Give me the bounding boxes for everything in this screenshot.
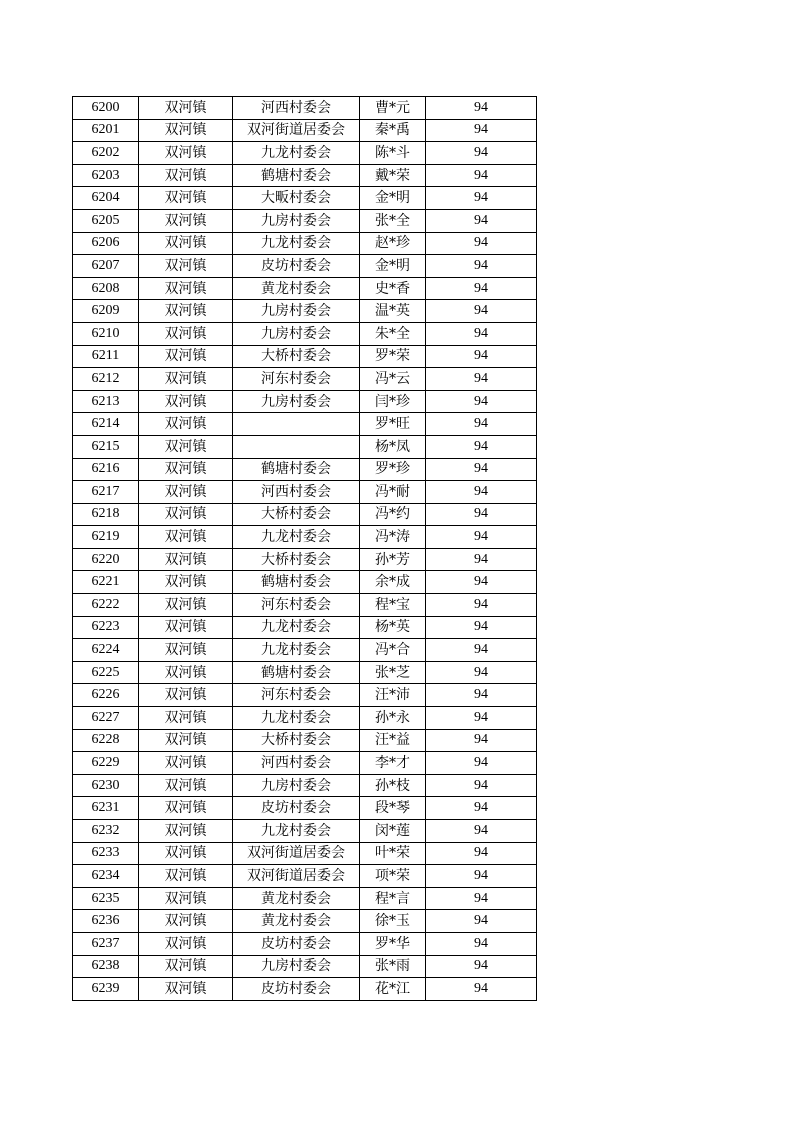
- row-id-cell: 6218: [73, 503, 139, 526]
- score-cell: 94: [426, 842, 537, 865]
- row-id-cell: 6230: [73, 774, 139, 797]
- person-name-cell: 闵*莲: [360, 820, 426, 843]
- row-id-cell: 6203: [73, 164, 139, 187]
- score-cell: 94: [426, 774, 537, 797]
- row-id-cell: 6212: [73, 368, 139, 391]
- person-name-cell: 孙*枝: [360, 774, 426, 797]
- table-row: [73, 142, 537, 165]
- town-cell: 双河镇: [139, 616, 233, 639]
- town-cell: 双河镇: [139, 707, 233, 730]
- score-cell: 94: [426, 277, 537, 300]
- score-cell: 94: [426, 684, 537, 707]
- table-row: [73, 842, 537, 865]
- village-committee-cell: 大桥村委会: [233, 503, 360, 526]
- person-name-cell: 罗*荣: [360, 345, 426, 368]
- table-row: [73, 390, 537, 413]
- person-name-cell: 陈*斗: [360, 142, 426, 165]
- row-id-cell: 6231: [73, 797, 139, 820]
- score-cell: 94: [426, 481, 537, 504]
- score-cell: 94: [426, 978, 537, 1001]
- person-name-cell: 杨*凤: [360, 435, 426, 458]
- table-row: [73, 752, 537, 775]
- row-id-cell: 6227: [73, 707, 139, 730]
- person-name-cell: 花*江: [360, 978, 426, 1001]
- table-row: [73, 255, 537, 278]
- town-cell: 双河镇: [139, 548, 233, 571]
- village-committee-cell: [233, 413, 360, 436]
- row-id-cell: 6214: [73, 413, 139, 436]
- village-committee-cell: 九房村委会: [233, 322, 360, 345]
- row-id-cell: 6238: [73, 955, 139, 978]
- person-name-cell: 杨*英: [360, 616, 426, 639]
- person-name-cell: 戴*荣: [360, 164, 426, 187]
- village-committee-cell: 九龙村委会: [233, 707, 360, 730]
- row-id-cell: 6211: [73, 345, 139, 368]
- village-committee-cell: 九龙村委会: [233, 526, 360, 549]
- table-row: [73, 684, 537, 707]
- table-row: [73, 481, 537, 504]
- score-cell: 94: [426, 752, 537, 775]
- score-cell: 94: [426, 616, 537, 639]
- town-cell: 双河镇: [139, 978, 233, 1001]
- town-cell: 双河镇: [139, 209, 233, 232]
- town-cell: 双河镇: [139, 322, 233, 345]
- person-name-cell: 孙*永: [360, 707, 426, 730]
- table-row: [73, 413, 537, 436]
- row-id-cell: 6224: [73, 639, 139, 662]
- village-committee-cell: 九房村委会: [233, 209, 360, 232]
- village-committee-cell: 九房村委会: [233, 955, 360, 978]
- village-committee-cell: 河西村委会: [233, 97, 360, 120]
- village-committee-cell: 九龙村委会: [233, 616, 360, 639]
- table-row: [73, 639, 537, 662]
- table-row: [73, 458, 537, 481]
- row-id-cell: 6215: [73, 435, 139, 458]
- score-cell: 94: [426, 232, 537, 255]
- score-cell: 94: [426, 820, 537, 843]
- village-committee-cell: 双河街道居委会: [233, 119, 360, 142]
- table-row: [73, 774, 537, 797]
- row-id-cell: 6220: [73, 548, 139, 571]
- row-id-cell: 6225: [73, 661, 139, 684]
- row-id-cell: 6234: [73, 865, 139, 888]
- table-row: [73, 164, 537, 187]
- town-cell: 双河镇: [139, 458, 233, 481]
- town-cell: 双河镇: [139, 187, 233, 210]
- score-cell: 94: [426, 368, 537, 391]
- village-committee-cell: 鹤塘村委会: [233, 661, 360, 684]
- table-row: [73, 887, 537, 910]
- village-committee-cell: 九龙村委会: [233, 639, 360, 662]
- town-cell: 双河镇: [139, 142, 233, 165]
- person-name-cell: 冯*合: [360, 639, 426, 662]
- person-name-cell: 余*成: [360, 571, 426, 594]
- town-cell: 双河镇: [139, 571, 233, 594]
- table-row: [73, 435, 537, 458]
- row-id-cell: 6226: [73, 684, 139, 707]
- table-row: [73, 978, 537, 1001]
- town-cell: 双河镇: [139, 255, 233, 278]
- score-cell: 94: [426, 932, 537, 955]
- town-cell: 双河镇: [139, 481, 233, 504]
- town-cell: 双河镇: [139, 97, 233, 120]
- village-committee-cell: 河西村委会: [233, 752, 360, 775]
- score-cell: 94: [426, 390, 537, 413]
- town-cell: 双河镇: [139, 865, 233, 888]
- score-cell: 94: [426, 594, 537, 617]
- town-cell: 双河镇: [139, 503, 233, 526]
- score-cell: 94: [426, 887, 537, 910]
- table-row: [73, 209, 537, 232]
- person-name-cell: 曹*元: [360, 97, 426, 120]
- town-cell: 双河镇: [139, 932, 233, 955]
- row-id-cell: 6204: [73, 187, 139, 210]
- village-committee-cell: 九房村委会: [233, 390, 360, 413]
- table-row: [73, 322, 537, 345]
- score-cell: 94: [426, 345, 537, 368]
- village-committee-cell: 河西村委会: [233, 481, 360, 504]
- person-name-cell: 秦*禹: [360, 119, 426, 142]
- person-name-cell: 程*宝: [360, 594, 426, 617]
- table-row: [73, 571, 537, 594]
- score-cell: 94: [426, 209, 537, 232]
- village-committee-cell: 皮坊村委会: [233, 932, 360, 955]
- table-row: [73, 97, 537, 120]
- person-name-cell: 张*全: [360, 209, 426, 232]
- row-id-cell: 6235: [73, 887, 139, 910]
- town-cell: 双河镇: [139, 164, 233, 187]
- table-row: [73, 932, 537, 955]
- town-cell: 双河镇: [139, 661, 233, 684]
- town-cell: 双河镇: [139, 955, 233, 978]
- person-name-cell: 汪*沛: [360, 684, 426, 707]
- town-cell: 双河镇: [139, 729, 233, 752]
- row-id-cell: 6217: [73, 481, 139, 504]
- town-cell: 双河镇: [139, 435, 233, 458]
- table-row: [73, 820, 537, 843]
- score-cell: 94: [426, 255, 537, 278]
- table-row: [73, 277, 537, 300]
- village-committee-cell: 大桥村委会: [233, 345, 360, 368]
- person-name-cell: 罗*旺: [360, 413, 426, 436]
- village-committee-cell: 大桥村委会: [233, 729, 360, 752]
- village-committee-cell: 河东村委会: [233, 594, 360, 617]
- score-cell: 94: [426, 661, 537, 684]
- score-cell: 94: [426, 142, 537, 165]
- row-id-cell: 6233: [73, 842, 139, 865]
- person-name-cell: 汪*益: [360, 729, 426, 752]
- score-cell: 94: [426, 435, 537, 458]
- score-cell: 94: [426, 707, 537, 730]
- row-id-cell: 6239: [73, 978, 139, 1001]
- town-cell: 双河镇: [139, 277, 233, 300]
- town-cell: 双河镇: [139, 594, 233, 617]
- person-name-cell: 金*明: [360, 187, 426, 210]
- table-row: [73, 503, 537, 526]
- table-row: [73, 707, 537, 730]
- score-cell: 94: [426, 413, 537, 436]
- row-id-cell: 6209: [73, 300, 139, 323]
- score-cell: 94: [426, 955, 537, 978]
- table-row: [73, 187, 537, 210]
- row-id-cell: 6237: [73, 932, 139, 955]
- person-name-cell: 史*香: [360, 277, 426, 300]
- row-id-cell: 6229: [73, 752, 139, 775]
- row-id-cell: 6223: [73, 616, 139, 639]
- score-cell: 94: [426, 458, 537, 481]
- row-id-cell: 6207: [73, 255, 139, 278]
- score-cell: 94: [426, 797, 537, 820]
- score-cell: 94: [426, 503, 537, 526]
- row-id-cell: 6222: [73, 594, 139, 617]
- roster-table-body: [73, 97, 537, 1001]
- person-name-cell: 孙*芳: [360, 548, 426, 571]
- person-name-cell: 冯*涛: [360, 526, 426, 549]
- table-row: [73, 368, 537, 391]
- person-name-cell: 冯*约: [360, 503, 426, 526]
- score-cell: 94: [426, 300, 537, 323]
- person-name-cell: 温*英: [360, 300, 426, 323]
- row-id-cell: 6236: [73, 910, 139, 933]
- table-row: [73, 594, 537, 617]
- person-name-cell: 张*芝: [360, 661, 426, 684]
- row-id-cell: 6202: [73, 142, 139, 165]
- person-name-cell: 徐*玉: [360, 910, 426, 933]
- village-committee-cell: 大桥村委会: [233, 548, 360, 571]
- row-id-cell: 6228: [73, 729, 139, 752]
- town-cell: 双河镇: [139, 232, 233, 255]
- score-cell: 94: [426, 97, 537, 120]
- village-committee-cell: 黄龙村委会: [233, 910, 360, 933]
- village-committee-cell: 河东村委会: [233, 684, 360, 707]
- person-name-cell: 罗*珍: [360, 458, 426, 481]
- village-committee-cell: 鹤塘村委会: [233, 571, 360, 594]
- town-cell: 双河镇: [139, 910, 233, 933]
- town-cell: 双河镇: [139, 684, 233, 707]
- person-name-cell: 张*雨: [360, 955, 426, 978]
- village-committee-cell: 双河街道居委会: [233, 842, 360, 865]
- person-name-cell: 段*琴: [360, 797, 426, 820]
- town-cell: 双河镇: [139, 345, 233, 368]
- town-cell: 双河镇: [139, 119, 233, 142]
- person-name-cell: 程*言: [360, 887, 426, 910]
- table-row: [73, 616, 537, 639]
- village-committee-cell: 九房村委会: [233, 300, 360, 323]
- village-committee-cell: 九龙村委会: [233, 232, 360, 255]
- person-name-cell: 朱*全: [360, 322, 426, 345]
- score-cell: 94: [426, 548, 537, 571]
- village-committee-cell: [233, 435, 360, 458]
- score-cell: 94: [426, 526, 537, 549]
- person-name-cell: 冯*云: [360, 368, 426, 391]
- row-id-cell: 6210: [73, 322, 139, 345]
- person-name-cell: 叶*荣: [360, 842, 426, 865]
- score-cell: 94: [426, 865, 537, 888]
- town-cell: 双河镇: [139, 774, 233, 797]
- score-cell: 94: [426, 729, 537, 752]
- table-row: [73, 729, 537, 752]
- table-row: [73, 526, 537, 549]
- row-id-cell: 6200: [73, 97, 139, 120]
- score-cell: 94: [426, 119, 537, 142]
- row-id-cell: 6208: [73, 277, 139, 300]
- table-row: [73, 548, 537, 571]
- row-id-cell: 6206: [73, 232, 139, 255]
- town-cell: 双河镇: [139, 752, 233, 775]
- row-id-cell: 6205: [73, 209, 139, 232]
- score-cell: 94: [426, 571, 537, 594]
- town-cell: 双河镇: [139, 820, 233, 843]
- row-id-cell: 6216: [73, 458, 139, 481]
- person-name-cell: 冯*耐: [360, 481, 426, 504]
- score-cell: 94: [426, 187, 537, 210]
- village-committee-cell: 鹤塘村委会: [233, 458, 360, 481]
- table-row: [73, 910, 537, 933]
- table-row: [73, 797, 537, 820]
- village-committee-cell: 九龙村委会: [233, 142, 360, 165]
- village-committee-cell: 皮坊村委会: [233, 978, 360, 1001]
- village-committee-cell: 皮坊村委会: [233, 797, 360, 820]
- village-committee-cell: 九龙村委会: [233, 820, 360, 843]
- table-row: [73, 345, 537, 368]
- row-id-cell: 6213: [73, 390, 139, 413]
- village-committee-cell: 黄龙村委会: [233, 887, 360, 910]
- score-cell: 94: [426, 322, 537, 345]
- row-id-cell: 6232: [73, 820, 139, 843]
- town-cell: 双河镇: [139, 413, 233, 436]
- village-committee-cell: 河东村委会: [233, 368, 360, 391]
- town-cell: 双河镇: [139, 887, 233, 910]
- score-cell: 94: [426, 639, 537, 662]
- row-id-cell: 6221: [73, 571, 139, 594]
- town-cell: 双河镇: [139, 526, 233, 549]
- village-committee-cell: 黄龙村委会: [233, 277, 360, 300]
- score-cell: 94: [426, 164, 537, 187]
- person-name-cell: 李*才: [360, 752, 426, 775]
- roster-table: [72, 96, 537, 1001]
- village-committee-cell: 九房村委会: [233, 774, 360, 797]
- person-name-cell: 赵*珍: [360, 232, 426, 255]
- score-cell: 94: [426, 910, 537, 933]
- table-row: [73, 661, 537, 684]
- village-committee-cell: 鹤塘村委会: [233, 164, 360, 187]
- row-id-cell: 6201: [73, 119, 139, 142]
- town-cell: 双河镇: [139, 300, 233, 323]
- person-name-cell: 罗*华: [360, 932, 426, 955]
- table-row: [73, 232, 537, 255]
- town-cell: 双河镇: [139, 842, 233, 865]
- town-cell: 双河镇: [139, 639, 233, 662]
- person-name-cell: 闫*珍: [360, 390, 426, 413]
- town-cell: 双河镇: [139, 390, 233, 413]
- village-committee-cell: 大畈村委会: [233, 187, 360, 210]
- table-row: [73, 955, 537, 978]
- village-committee-cell: 双河街道居委会: [233, 865, 360, 888]
- row-id-cell: 6219: [73, 526, 139, 549]
- table-row: [73, 865, 537, 888]
- table-row: [73, 300, 537, 323]
- person-name-cell: 项*荣: [360, 865, 426, 888]
- table-row: [73, 119, 537, 142]
- village-committee-cell: 皮坊村委会: [233, 255, 360, 278]
- town-cell: 双河镇: [139, 368, 233, 391]
- person-name-cell: 金*明: [360, 255, 426, 278]
- town-cell: 双河镇: [139, 797, 233, 820]
